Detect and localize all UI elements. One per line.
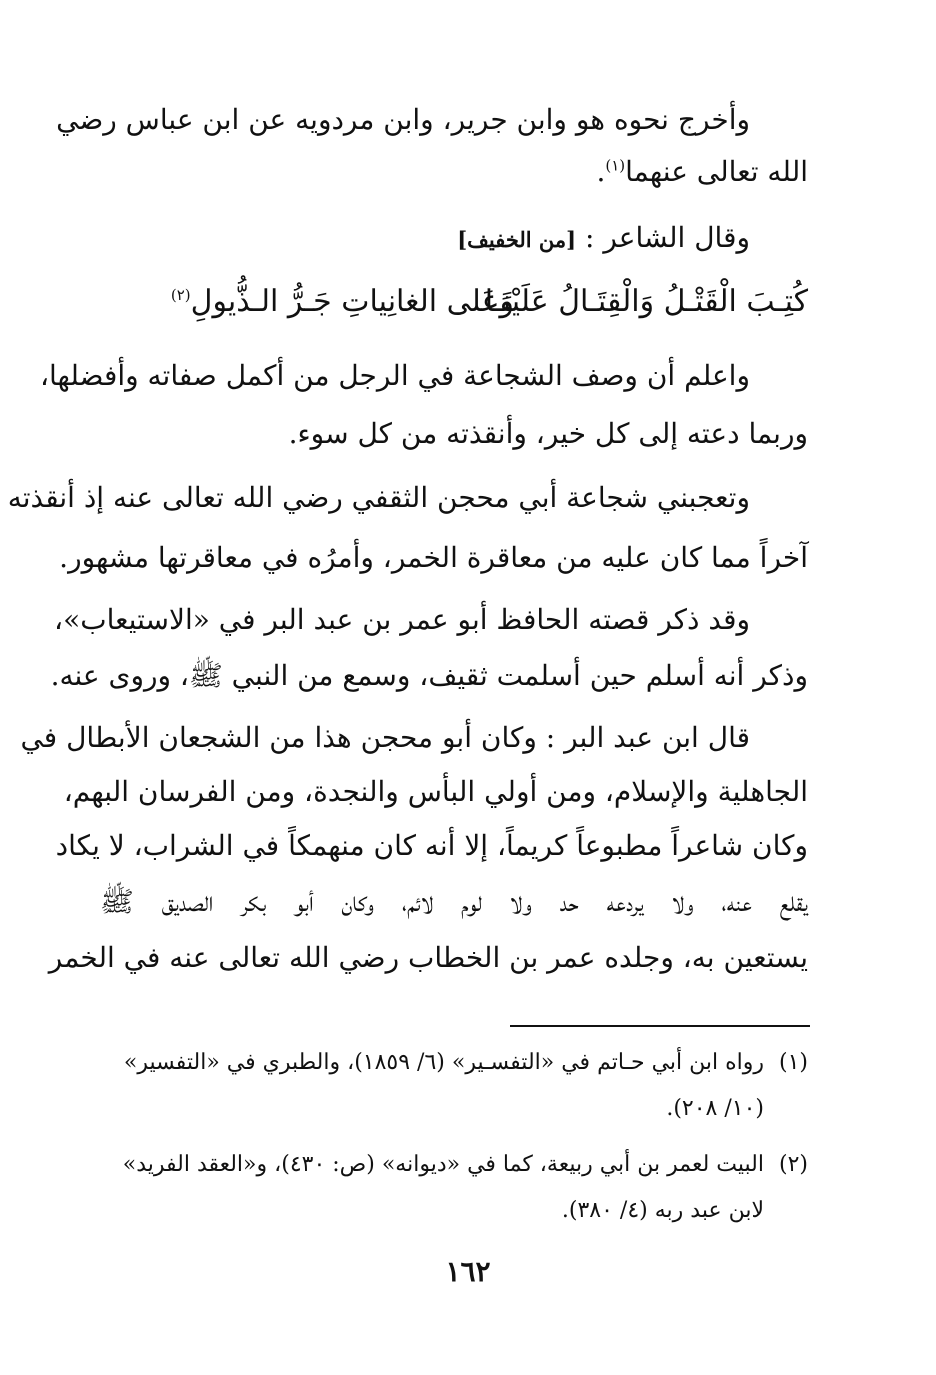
footnote-1-line-2: (١٠/ ٢٠٨). [666,1096,764,1121]
verse-first-hemistich: كُتِـبَ الْقَتْـلُ وَالْقِتَـالُ عَلَيْنَـا [484,284,808,319]
body-line-2 [596,152,808,192]
body-line-12: وكان شاعراً مطبوعاً كريماً، إلا أنه كان منهمكاً في الشراب، لا يكاد [55,829,808,862]
body-line-4: واعلم أن وصف الشجاعة في الرجل من أكمل صفاته وأفضلها، [39,359,750,392]
verse-second-hemistich [171,280,514,324]
footnote-2-line-2: لابن عبد ربه (٤/ ٣٨٠). [561,1198,764,1223]
footnote-ref-2: (٢) [170,286,191,304]
footnote-2-line-1: البيت لعمر بن أبي ربيعة، كما في «ديوانه» (ص: ٤٣٠)، و«العقد الفريد» [122,1152,764,1177]
body-line-2-text: الله تعالى عنهما [625,155,808,188]
body-line-1: وأخرج نحوه هو وابن جرير، وابن مردويه عن ابن عباس رضي [56,103,750,136]
body-line-8: وقد ذكر قصته الحافظ أبو عمر بن عبد البر في «الاستيعاب»، [54,603,750,636]
footnote-ref-1: (١) [605,156,626,175]
footnote-2-number: (٢) [778,1152,808,1177]
body-line-5: وربما دعته إلى كل خير، وأنقذته من كل سوء. [288,417,808,450]
page-number: ١٦٢ [445,1255,491,1288]
body-line-2-end: . [596,155,606,188]
body-line-9: وذكر أنه أسلم حين أسلمت ثقيف، وسمع من النبي ﷺ، وروى عنه. [50,659,808,692]
poet-intro-line [457,218,750,260]
body-line-14: يستعين به، وجلده عمر بن الخطاب رضي الله تعالى عنه في الخمر [48,941,808,974]
body-line-11: الجاهلية والإسلام، ومن أولي البأس والنجدة، ومن الفرسان البهم، [63,775,808,808]
footnote-1-line-1: رواه ابن أبي حـاتم في «التفسـير» (٦/ ١٨٥٩)، والطبري في «التفسير» [123,1050,764,1075]
poet-intro-text: وقال الشاعر : [585,221,750,254]
body-line-6: وتعجبني شجاعة أبي محجن الثقفي رضي الله تعالى عنه إذ أنقذته [7,481,750,514]
footnote-separator [510,1025,810,1027]
meter-label: [من الخفيف] [457,227,577,252]
verse-second-text: وَعَلى الغانِياتِ جَـرُّ الـذُّيولِ [190,284,514,319]
body-line-13: يقلع عنه، ولا يردعه حد ولا لوم لائم، وكان أبو بكر الصديق ﷺ [100,885,808,918]
footnote-1-number: (١) [778,1050,808,1075]
body-line-7: آخراً مما كان عليه من معاقرة الخمر، وأمرُه في معاقرتها مشهور. [59,541,808,574]
body-line-10: قال ابن عبد البر : وكان أبو محجن هذا من الشجعان الأبطال في [20,721,750,754]
